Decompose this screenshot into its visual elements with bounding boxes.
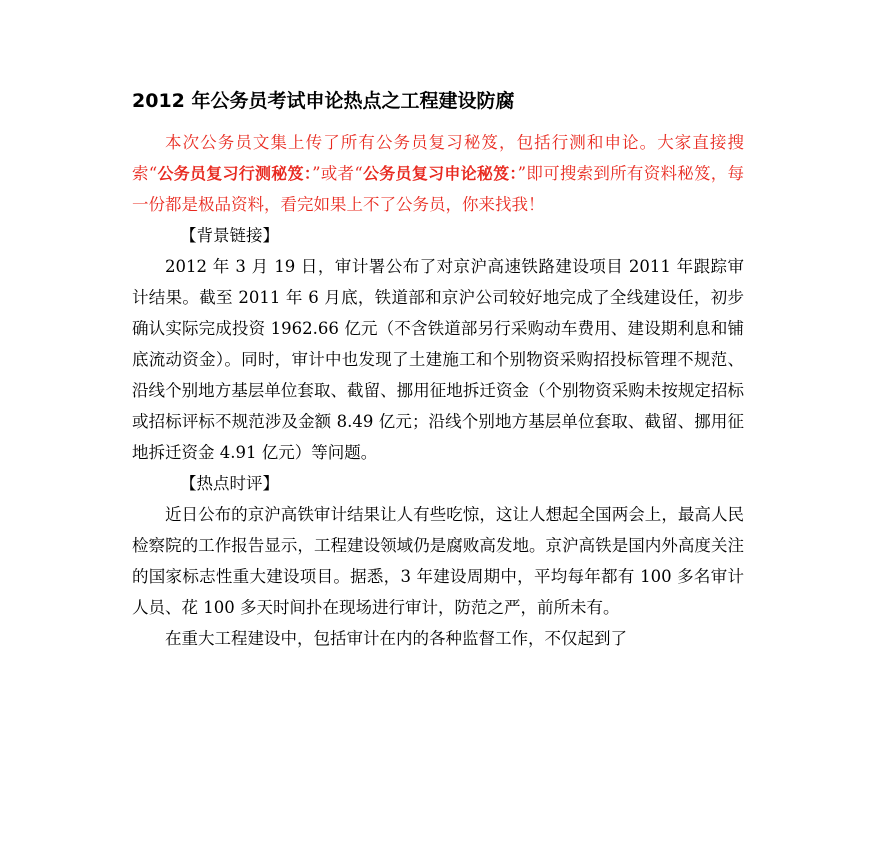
notice-text-1: 本次公务员文集上传了所有公务员复习秘笈，包括行测和申论。大家直接搜索“ — [132, 133, 744, 183]
document-title: 2012 年公务员考试申论热点之工程建设防腐 — [132, 90, 515, 112]
paragraph-background: 2012 年 3 月 19 日，审计署公布了对京沪高速铁路建设项目 2011 年跟踪审计结果。截至 2011 年 6 月底，铁道部和京沪公司较好地完成了全线建设任，初步确认实际完成投资 1962.66 亿元（不含铁道部另行采购动车费用、建设期利息和铺底流动资金）。同时，审计中也发现了土建施工和个别物资采购招投标管理不规范、沿线个别地方基层单位套取、截留、挪用征地拆迁资金（个别物资采购未按规定招标或招标评标不规范涉及金额 8.49 亿元；沿线个别地方基层单位套取、截留、挪用征地拆迁资金 4.91 亿元）等问题。 — [132, 257, 744, 462]
notice-text-2: ”或者“ — [312, 164, 363, 183]
paragraph-comment-2: 在重大工程建设中，包括审计在内的各种监督工作，不仅起到了 — [165, 629, 627, 648]
notice-highlight-shenlun: 公务员复习申论秘笈： — [362, 164, 518, 183]
notice-highlight-xingce: 公务员复习行测秘笈： — [157, 164, 313, 183]
section-heading-comment: 【热点时评】 — [180, 474, 279, 493]
notice-paragraph — [132, 127, 744, 220]
document-body — [132, 127, 744, 654]
section-heading-background: 【背景链接】 — [180, 226, 279, 245]
paragraph-comment-1: 近日公布的京沪高铁审计结果让人有些吃惊，这让人想起全国两会上，最高人民检察院的工作报告显示，工程建设领域仍是腐败高发地。京沪高铁是国内外高度关注的国家标志性重大建设项目。据悉，3 年建设周期中，平均每年都有 100 多名审计人员、花 100 多天时间扑在现场进行审计，防范之严，前所未有。 — [132, 505, 744, 617]
notice-text-3: ”即可搜索到所有资料秘笈，每一份都是极品资料，看完如果上不了公务员，你来找我！ — [132, 164, 744, 214]
